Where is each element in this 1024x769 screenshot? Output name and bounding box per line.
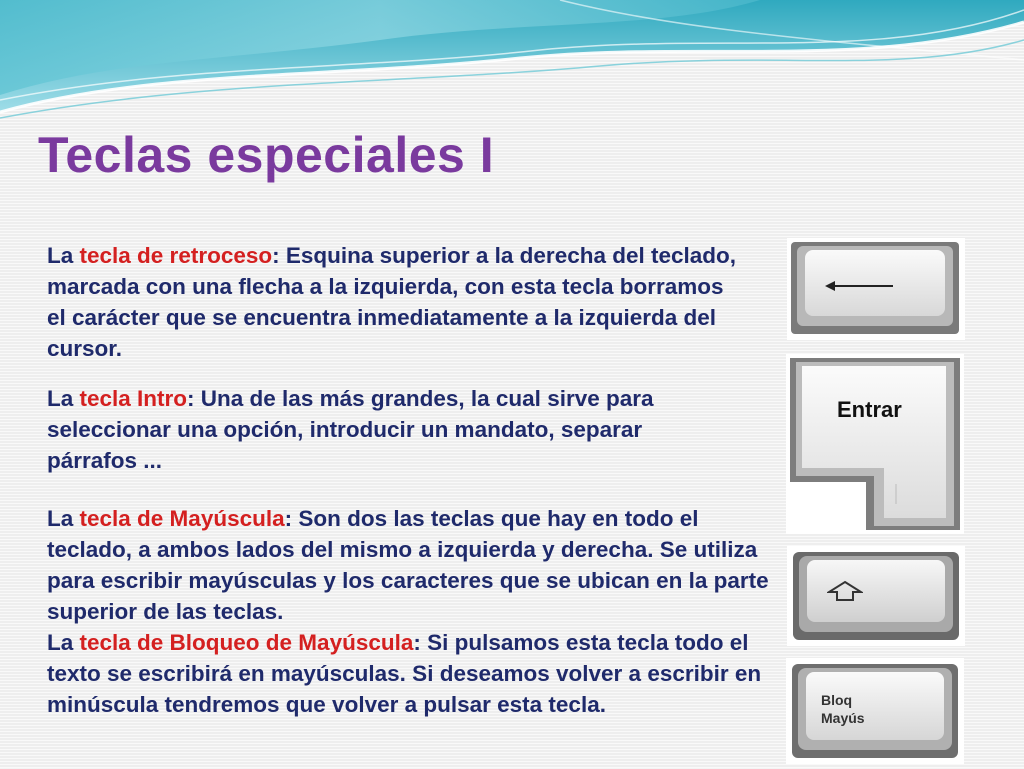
header-wave-decoration	[0, 0, 1024, 130]
highlight-term: tecla de Mayúscula	[79, 506, 285, 531]
paragraph-shift-capslock	[47, 503, 777, 720]
paragraph-lead: La	[47, 630, 80, 655]
page-title: Teclas especiales I	[38, 127, 495, 183]
shift-arrow-icon	[827, 580, 863, 602]
highlight-term: tecla de Bloqueo de Mayúscula	[79, 630, 414, 655]
left-arrow-icon	[825, 278, 895, 294]
paragraph-text: : Son dos las teclas que hay en todo el teclado, a ambos lados del mismo a izquierda y derecha. Se utiliza para escribir mayúsculas y los caracteres que se ubican en la parte superior de las teclas.	[47, 506, 769, 624]
highlight-term: tecla de retroceso	[79, 243, 273, 268]
paragraph-lead: La	[47, 243, 80, 268]
enter-key-image	[786, 354, 964, 534]
shift-key-image	[787, 546, 965, 646]
paragraph-enter	[47, 383, 687, 476]
capslock-key-label	[821, 691, 865, 727]
capslock-label-line1: Bloq	[821, 692, 853, 708]
capslock-label-line2: Mayús	[821, 710, 865, 726]
paragraph-lead: La	[47, 386, 80, 411]
paragraph-backspace	[47, 240, 737, 364]
paragraph-text: : Esquina superior a la derecha del teclado, marcada con una flecha a la izquierda, con esta tecla borramos el carácter que se encuentra inmediatamente a la izquierda del cursor.	[47, 243, 737, 361]
backspace-key-image	[787, 238, 965, 340]
paragraph-lead: La	[47, 506, 80, 531]
capslock-key-image	[786, 658, 964, 764]
paragraph-text: : Si pulsamos esta tecla todo el texto se escribirá en mayúsculas. Si deseamos volver a escribir en minúscula tendremos que volver a pulsar esta tecla.	[47, 630, 762, 717]
highlight-term: tecla Intro	[79, 386, 188, 411]
paragraph-text: : Una de las más grandes, la cual sirve para seleccionar una opción, introducir un mandato, separar párrafos ...	[47, 386, 654, 473]
enter-key-label: Entrar	[837, 397, 902, 422]
